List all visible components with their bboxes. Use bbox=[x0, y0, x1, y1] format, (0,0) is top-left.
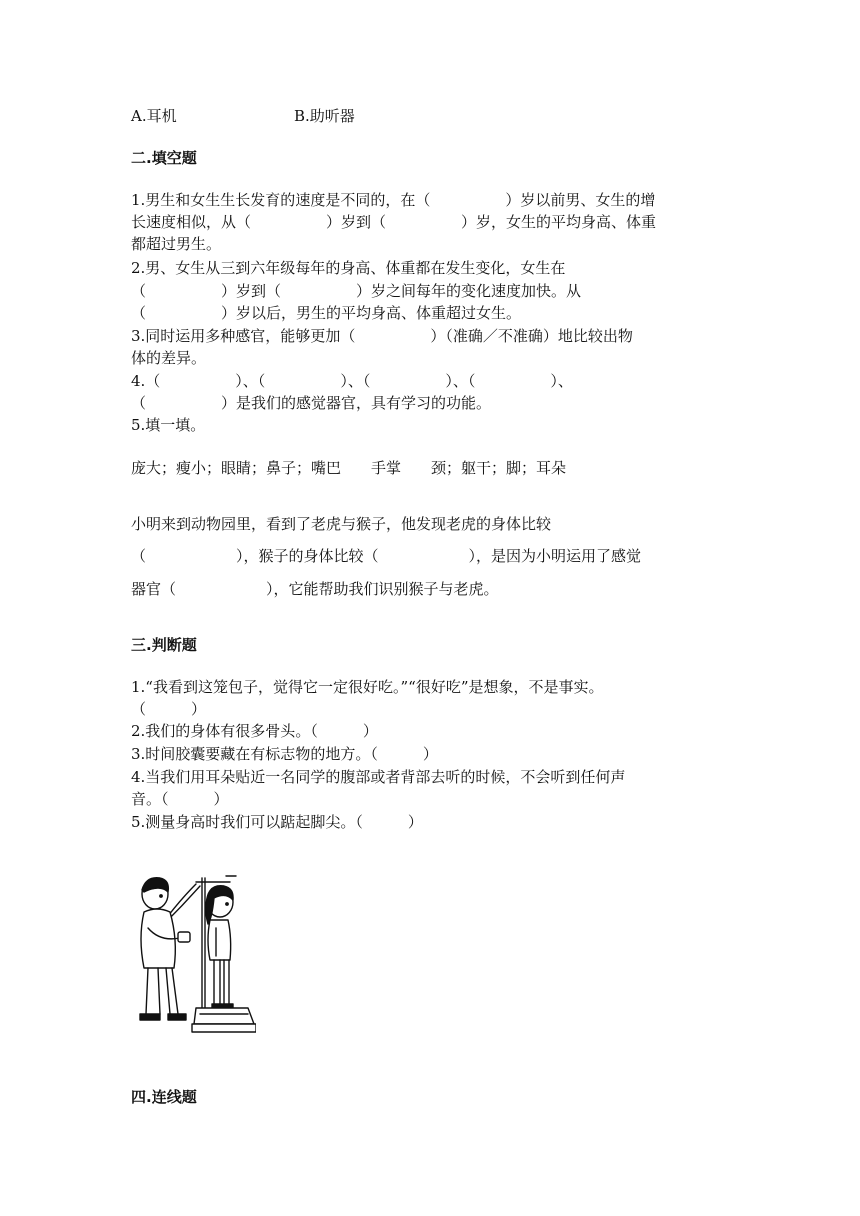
judge-line-2: （ ） bbox=[131, 700, 207, 718]
fill-line-4: 2.男、女生从三到六年级每年的身高、体重都在发生变化，女生在 bbox=[131, 259, 566, 277]
word-bank: 庞大；瘦小；眼睛；鼻子；嘴巴 手掌 颈；躯干；脚；耳朵 bbox=[131, 459, 567, 477]
height-measurement-illustration-icon bbox=[130, 868, 256, 1038]
story-line-3: 器官（ ），它能帮助我们识别猴子与老虎。 bbox=[131, 580, 499, 598]
fill-line-7: 3.同时运用多种感官，能够更加（ ）（准确／不准确）地比较出物 bbox=[131, 327, 633, 345]
section-judgement-title: 三.判断题 bbox=[131, 636, 197, 654]
section-fill-in-title: 二.填空题 bbox=[131, 149, 197, 167]
fill-line-3: 都超过男生。 bbox=[131, 235, 222, 253]
option-a: A.耳机 bbox=[131, 107, 177, 125]
fill-line-9: 4.（ ）、（ ）、（ ）、（ ）、 bbox=[131, 372, 573, 390]
judge-line-5: 4.当我们用耳朵贴近一名同学的腹部或者背部去听的时候，不会听到任何声 bbox=[131, 768, 626, 786]
story-line-1: 小明来到动物园里，看到了老虎与猴子，他发现老虎的身体比较 bbox=[131, 515, 552, 533]
judge-line-4: 3.时间胶囊要藏在有标志物的地方。（ ） bbox=[131, 745, 438, 763]
story-line-2: （ ），猴子的身体比较（ ），是因为小明运用了感觉 bbox=[131, 547, 642, 565]
fill-line-1: 1.男生和女生生长发育的速度是不同的，在（ ）岁以前男、女生的增 bbox=[131, 191, 656, 209]
judge-line-1: 1.“我看到这笼包子，觉得它一定很好吃。”“很好吃”是想象，不是事实。 bbox=[131, 678, 604, 696]
fill-line-8: 体的差异。 bbox=[131, 349, 207, 367]
fill-line-5: （ ）岁到（ ）岁之间每年的变化速度加快。从 bbox=[131, 282, 582, 300]
judge-line-7: 5.测量身高时我们可以踮起脚尖。（ ） bbox=[131, 813, 423, 831]
fill-line-11: 5.填一填。 bbox=[131, 416, 206, 434]
fill-line-6: （ ）岁以后，男生的平均身高、体重超过女生。 bbox=[131, 304, 522, 322]
option-b: B.助听器 bbox=[294, 107, 355, 125]
section-matching-title: 四.连线题 bbox=[131, 1088, 197, 1106]
judge-line-6: 音。（ ） bbox=[131, 790, 229, 808]
fill-line-2: 长速度相似，从（ ）岁到（ ）岁，女生的平均身高、体重 bbox=[131, 213, 657, 231]
judge-line-3: 2.我们的身体有很多骨头。（ ） bbox=[131, 722, 378, 740]
fill-line-10: （ ）是我们的感觉器官，具有学习的功能。 bbox=[131, 394, 492, 412]
